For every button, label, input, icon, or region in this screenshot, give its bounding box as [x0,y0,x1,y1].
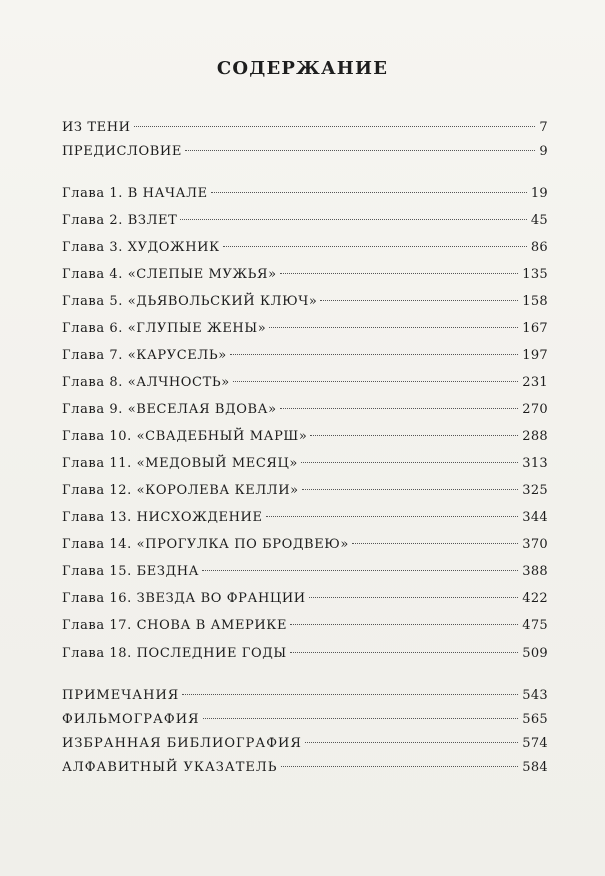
toc-entry-label: Глава 17. СНОВА В АМЕРИКЕ [62,618,288,633]
toc-entry-page: 584 [522,760,548,775]
toc-entry [62,319,548,339]
toc-entry-page: 19 [530,186,548,201]
toc-entry-label: Глава 7. «КАРУСЕЛЬ» [62,348,227,363]
toc-entry [62,686,548,706]
dot-leader [352,543,518,544]
toc-entry [62,292,548,312]
toc-entry-label: ИЗ ТЕНИ [62,120,131,135]
toc-entry-page: 509 [522,646,548,661]
toc-entry-page: 231 [522,375,548,390]
toc-entry [62,710,548,730]
toc-entry-page: 197 [522,348,548,363]
toc-entry-page: 288 [522,429,548,444]
toc-entry [62,562,548,582]
dot-leader [185,150,536,151]
toc-entry-label: Глава 8. «АЛЧНОСТЬ» [62,375,230,390]
dot-leader [302,489,519,490]
toc-entry-label: Глава 1. В НАЧАЛЕ [62,186,208,201]
dot-leader [203,718,519,719]
toc-entry-page: 344 [522,510,548,525]
toc-entry-label: Глава 9. «ВЕСЕЛАЯ ВДОВА» [62,402,277,417]
toc-entry-page: 370 [522,537,548,552]
toc-entry-label: Глава 10. «СВАДЕБНЫЙ МАРШ» [62,429,308,444]
dot-leader [134,126,536,127]
toc-entry-page: 565 [522,712,548,727]
toc-entry-page: 388 [522,564,548,579]
toc-entry-page: 135 [522,267,548,282]
dot-leader [290,652,518,653]
toc-entry-page: 313 [522,456,548,471]
toc-entry [62,481,548,501]
toc-entry [62,616,548,636]
dot-leader [280,273,519,274]
toc-entry-page: 167 [522,321,548,336]
toc-entry [62,373,548,393]
toc-entry [62,758,548,778]
toc-entry [62,346,548,366]
toc-entry [62,142,548,162]
dot-leader [320,300,518,301]
toc-entry-label: Глава 5. «ДЬЯВОЛЬСКИЙ КЛЮЧ» [62,294,318,309]
toc-entry [62,454,548,474]
toc-entry-label: Глава 6. «ГЛУПЫЕ ЖЕНЫ» [62,321,267,336]
toc-entry-label: Глава 13. НИСХОЖДЕНИЕ [62,510,263,525]
toc-entry [62,265,548,285]
toc-entry-label: Глава 3. ХУДОЖНИК [62,240,220,255]
toc-entry-label: Глава 18. ПОСЛЕДНИЕ ГОДЫ [62,646,287,661]
toc-entry-page: 7 [539,120,548,135]
toc-entry-page: 574 [522,736,548,751]
dot-leader [309,597,519,598]
toc-entry-label: Глава 15. БЕЗДНА [62,564,200,579]
dot-leader [280,408,519,409]
toc-entry-page: 158 [522,294,548,309]
dot-leader [301,462,518,463]
toc-entry [62,644,548,664]
toc-entry-label: Глава 14. «ПРОГУЛКА ПО БРОДВЕЮ» [62,537,349,552]
toc-entry [62,238,548,258]
dot-leader [266,516,519,517]
toc-entry-label: Глава 2. ВЗЛЕТ [62,213,178,228]
dot-leader [281,766,519,767]
dot-leader [180,219,526,220]
toc-entry [62,589,548,609]
toc-entry-page: 325 [522,483,548,498]
toc-entry-label: Глава 16. ЗВЕЗДА ВО ФРАНЦИИ [62,591,306,606]
toc-entry-label: ФИЛЬМОГРАФИЯ [62,712,200,727]
toc-entry-page: 270 [522,402,548,417]
toc-entry-page: 45 [530,213,548,228]
toc-entry-label: АЛФАВИТНЫЙ УКАЗАТЕЛЬ [62,760,278,775]
toc-entry [62,535,548,555]
page-title: СОДЕРЖАНИЕ [216,58,389,79]
dot-leader [202,570,518,571]
dot-leader [290,624,518,625]
toc-entry-label: ИЗБРАННАЯ БИБЛИОГРАФИЯ [62,736,302,751]
toc-entry-page: 86 [530,240,548,255]
dot-leader [269,327,518,328]
dot-leader [305,742,518,743]
toc-entry [62,184,548,204]
toc-entry-page: 422 [522,591,548,606]
dot-leader [233,381,519,382]
dot-leader [223,246,527,247]
dot-leader [182,694,518,695]
toc-entry [62,427,548,447]
dot-leader [230,354,519,355]
toc-entry-label: ПРЕДИСЛОВИЕ [62,144,182,159]
toc-entry-label: ПРИМЕЧАНИЯ [62,688,180,703]
toc-entry-label: Глава 11. «МЕДОВЫЙ МЕСЯЦ» [62,456,298,471]
toc-entry-page: 9 [539,144,548,159]
toc-entry [62,211,548,231]
toc-entry-label: Глава 4. «СЛЕПЫЕ МУЖЬЯ» [62,267,277,282]
dot-leader [310,435,518,436]
toc-entry [62,508,548,528]
dot-leader [211,192,527,193]
toc-entry [62,734,548,754]
toc-entry-label: Глава 12. «КОРОЛЕВА КЕЛЛИ» [62,483,299,498]
toc-entry-page: 543 [522,688,548,703]
toc-entry [62,118,548,138]
toc-entry-page: 475 [522,618,548,633]
toc-entry [62,400,548,420]
